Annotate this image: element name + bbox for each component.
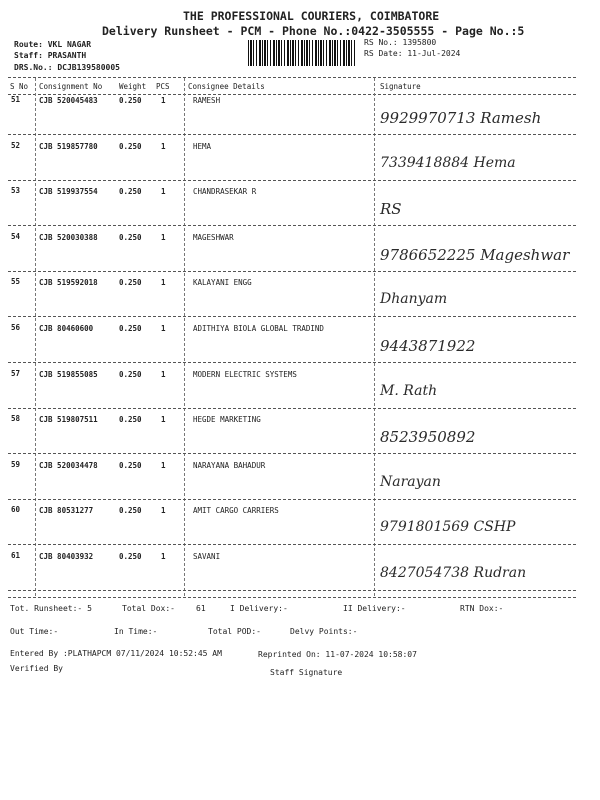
row-consignee: MAGESHWAR	[193, 232, 234, 242]
row-consignment: CJB 519937554	[39, 187, 98, 197]
entered-by: Entered By :PLATHAPCM 07/11/2024 10:52:45 AM	[10, 649, 222, 658]
row-sno: 52	[11, 140, 21, 150]
col-line	[374, 78, 375, 596]
company-name: THE PROFESSIONAL COURIERS, COIMBATORE	[183, 9, 440, 23]
row-pcs: 1	[161, 141, 166, 151]
row-divider	[8, 499, 576, 500]
row-pcs: 1	[161, 96, 166, 105]
row-weight: 0.250	[119, 187, 142, 197]
rs-number: RS No.: 1395800	[364, 38, 437, 47]
row-sno: 51	[11, 95, 21, 104]
runsheet-title: Delivery Runsheet - PCM - Phone No.:0422-3505555 - Page No.:5	[102, 24, 525, 38]
out-time: Out Time:-	[10, 627, 59, 636]
signature-handwriting: 9786652225 Mageshwar	[380, 245, 570, 264]
row-divider	[8, 180, 576, 181]
divider	[8, 77, 576, 78]
row-consignee: ADITHIYA BIOLA GLOBAL TRADIND	[193, 324, 324, 333]
row-weight: 0.250	[119, 506, 142, 516]
total-dox-value: 61	[196, 604, 206, 613]
row-weight: 0.250	[119, 141, 142, 151]
row-consignment: CJB 519857780	[39, 141, 98, 151]
row-divider	[8, 453, 576, 454]
row-sno: 57	[11, 368, 21, 378]
row-consignee: KALAYANI ENGG	[193, 278, 252, 288]
row-consignee: SAVANI	[193, 552, 221, 561]
delvy-points: Delvy Points:-	[290, 627, 358, 636]
tot-runsheet: Tot. Runsheet:- 5	[10, 604, 92, 613]
row-pcs: 1	[161, 415, 166, 425]
col-consignment: Consignment No	[39, 82, 103, 91]
row-consignment: CJB 80531277	[39, 506, 94, 516]
row-pcs: 1	[161, 506, 166, 516]
row-consignee: HEMA	[193, 141, 212, 151]
row-pcs: 1	[161, 232, 166, 242]
row-consignment: CJB 519807511	[39, 415, 98, 425]
row-weight: 0.250	[119, 415, 142, 425]
signature-handwriting: M. Rath	[380, 382, 438, 399]
col-sno: S No	[10, 82, 29, 91]
row-sno: 61	[11, 551, 21, 560]
row-pcs: 1	[161, 460, 166, 470]
row-weight: 0.250	[119, 552, 142, 561]
col-signature: Signature	[380, 82, 421, 91]
row-consignment: CJB 80403932	[39, 552, 94, 561]
row-consignment: CJB 519592018	[39, 278, 98, 288]
signature-handwriting: 8427054738 Rudran	[380, 565, 527, 581]
row-weight: 0.250	[119, 460, 142, 470]
signature-handwriting: 9443871922	[380, 337, 476, 355]
row-divider	[8, 544, 576, 545]
row-consignee: RAMESH	[193, 96, 221, 105]
row-weight: 0.250	[119, 232, 142, 242]
row-divider	[8, 134, 576, 135]
drs-number: DRS.No.: DCJB139580005	[14, 63, 120, 72]
signature-handwriting: Dhanyam	[380, 291, 448, 308]
divider	[8, 597, 576, 598]
row-sno: 53	[11, 186, 21, 196]
row-divider	[8, 362, 576, 363]
i-delivery: I Delivery:-	[230, 604, 288, 613]
row-consignee: CHANDRASEKAR R	[193, 187, 257, 197]
signature-handwriting: RS	[380, 200, 402, 219]
row-consignee: AMIT CARGO CARRIERS	[193, 506, 279, 516]
signature-handwriting: Narayan	[380, 473, 441, 490]
row-consignment: CJB 519855085	[39, 369, 98, 379]
reprinted-on: Reprinted On: 11-07-2024 10:58:07	[258, 650, 417, 659]
signature-handwriting: 7339418884 Hema	[380, 154, 516, 171]
staff: Staff: PRASANTH	[14, 51, 87, 60]
row-consignee: HEGDE MARKETING	[193, 415, 261, 425]
barcode	[248, 40, 356, 66]
row-sno: 56	[11, 323, 21, 332]
rs-date: RS Date: 11-Jul-2024	[364, 49, 461, 58]
row-pcs: 1	[161, 278, 166, 288]
row-divider	[8, 408, 576, 409]
row-weight: 0.250	[119, 369, 142, 379]
col-line	[35, 78, 36, 596]
signature-handwriting: 8523950892	[380, 428, 476, 447]
row-pcs: 1	[161, 369, 166, 379]
row-consignment: CJB 520045483	[39, 96, 98, 105]
col-pcs: PCS	[156, 82, 170, 91]
row-consignment: CJB 520034478	[39, 460, 98, 470]
row-sno: 60	[11, 505, 21, 515]
row-divider	[8, 271, 576, 272]
row-consignee: NARAYANA BAHADUR	[193, 460, 266, 470]
rtn-dox: RTN Dox:-	[460, 604, 504, 613]
staff-signature: Staff Signature	[270, 668, 343, 677]
row-divider	[8, 316, 576, 317]
total-dox-label: Total Dox:-	[122, 604, 175, 613]
row-pcs: 1	[161, 552, 166, 561]
signature-handwriting: 9791801569 CSHP	[380, 519, 516, 536]
signature-handwriting: 9929970713 Ramesh	[380, 109, 542, 127]
divider	[8, 94, 576, 95]
row-weight: 0.250	[119, 324, 142, 333]
row-sno: 54	[11, 231, 21, 241]
row-weight: 0.250	[119, 278, 142, 288]
row-sno: 55	[11, 277, 21, 287]
total-pod: Total POD:-	[208, 627, 261, 636]
verified-by: Verified By	[10, 664, 63, 673]
row-sno: 59	[11, 459, 21, 469]
row-sno: 58	[11, 414, 21, 424]
col-weight: Weight	[119, 82, 147, 91]
route: Route: VKL NAGAR	[14, 40, 92, 49]
row-consignee: MODERN ELECTRIC SYSTEMS	[193, 369, 297, 379]
row-weight: 0.250	[119, 96, 142, 105]
row-divider	[8, 590, 576, 591]
row-consignment: CJB 80460600	[39, 324, 94, 333]
col-consignee: Consignee Details	[188, 82, 265, 91]
in-time: In Time:-	[114, 627, 158, 636]
ii-delivery: II Delivery:-	[343, 604, 406, 613]
row-divider	[8, 225, 576, 226]
row-consignment: CJB 520030388	[39, 232, 98, 242]
col-line	[184, 78, 185, 596]
row-pcs: 1	[161, 324, 166, 333]
row-pcs: 1	[161, 187, 166, 197]
